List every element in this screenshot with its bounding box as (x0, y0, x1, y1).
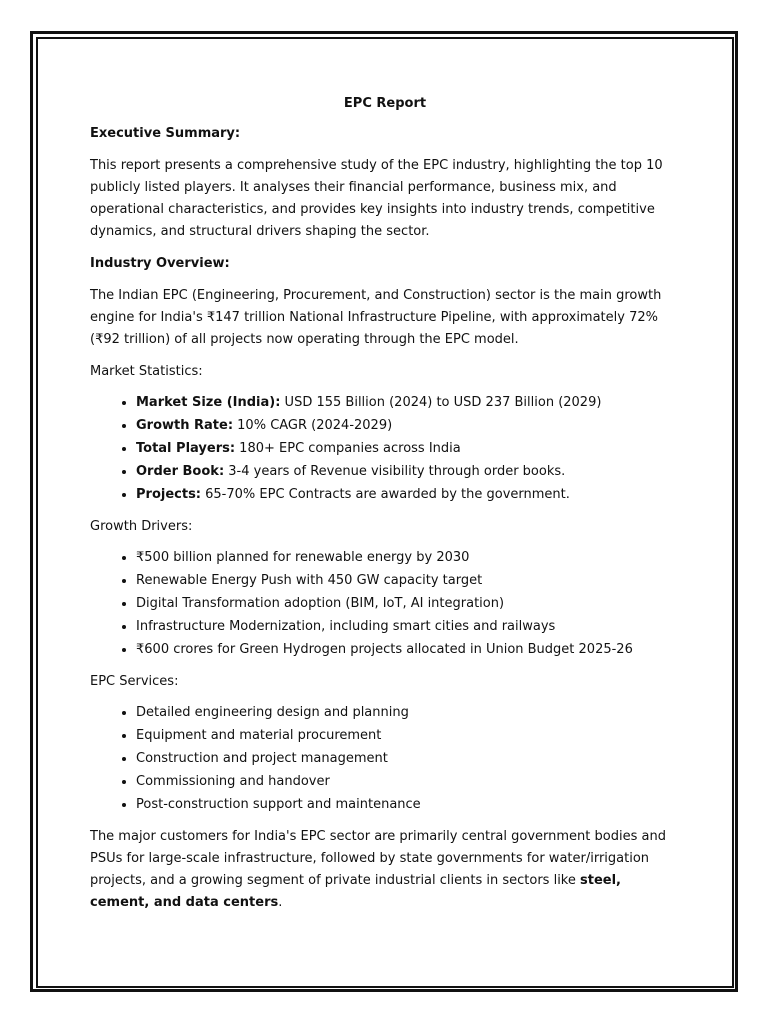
epc-services-list (90, 701, 680, 816)
customers-paragraph (90, 826, 680, 914)
list-item (136, 414, 680, 437)
stat-value: 65-70% EPC Contracts are awarded by the government. (201, 487, 570, 502)
stat-key: Total Players: (136, 441, 236, 456)
customers-text: The major customers for India's EPC sector are primarily central government bodies and PSUs for large-scale infrastructure, followed by state governments for water/irrigation projects, and a growing segment of private industrial clients in sectors like (90, 829, 666, 888)
list-item: • Post-construction support and maintenance (136, 793, 680, 816)
list-item: • Digital Transformation adoption (BIM, IoT, AI integration) (136, 592, 680, 615)
list-item: • Detailed engineering design and planning (136, 701, 680, 724)
industry-overview-text: The Indian EPC (Engineering, Procurement, and Construction) sector is the main growth engine for India's ₹147 trillion National Infrastructure Pipeline, with approximately 72% (₹92 trillion) of all projects now operating through the EPC model. (90, 288, 662, 347)
list-item (136, 437, 680, 460)
list-item (136, 483, 680, 506)
stat-value: 3-4 years of Revenue visibility through order books. (224, 464, 566, 479)
list-item: • Renewable Energy Push with 450 GW capacity target (136, 569, 680, 592)
list-item: • ₹500 billion planned for renewable energy by 2030 (136, 546, 680, 569)
stat-value: USD 155 Billion (2024) to USD 237 Billion (2029) (280, 395, 602, 410)
list-item (136, 460, 680, 483)
list-item: • ₹600 crores for Green Hydrogen projects allocated in Union Budget 2025-26 (136, 638, 680, 661)
list-item: • Commissioning and handover (136, 770, 680, 793)
stat-value: 180+ EPC companies across India (235, 441, 461, 456)
list-item: • Equipment and material procurement (136, 724, 680, 747)
growth-drivers-label: Growth Drivers: (90, 519, 193, 534)
customers-end: . (278, 895, 283, 910)
market-statistics-list (90, 391, 680, 506)
industry-overview-heading: Industry Overview: (90, 256, 230, 271)
list-item: • Construction and project management (136, 747, 680, 770)
market-statistics-label: Market Statistics: (90, 364, 203, 379)
growth-drivers-list (90, 546, 680, 661)
epc-services-label: EPC Services: (90, 674, 179, 689)
customers-bold-sectors: steel, cement, and data centers (90, 873, 621, 910)
stat-key: Projects: (136, 487, 201, 502)
executive-summary-text: This report presents a comprehensive study of the EPC industry, highlighting the top 10 publicly listed players. It analyses their financial performance, business mix, and operational characteristics, and provides key insights into industry trends, competitive dynamics, and structural drivers shaping the sector. (90, 158, 663, 239)
stat-value: 10% CAGR (2024-2029) (233, 418, 393, 433)
document-body (90, 93, 680, 924)
report-title: EPC Report (343, 96, 427, 111)
stat-key: Order Book: (136, 464, 225, 479)
list-item: • Infrastructure Modernization, including smart cities and railways (136, 615, 680, 638)
stat-key: Growth Rate: (136, 418, 234, 433)
executive-summary-heading: Executive Summary: (90, 126, 241, 141)
list-item (136, 391, 680, 414)
stat-key: Market Size (India): (136, 395, 281, 410)
